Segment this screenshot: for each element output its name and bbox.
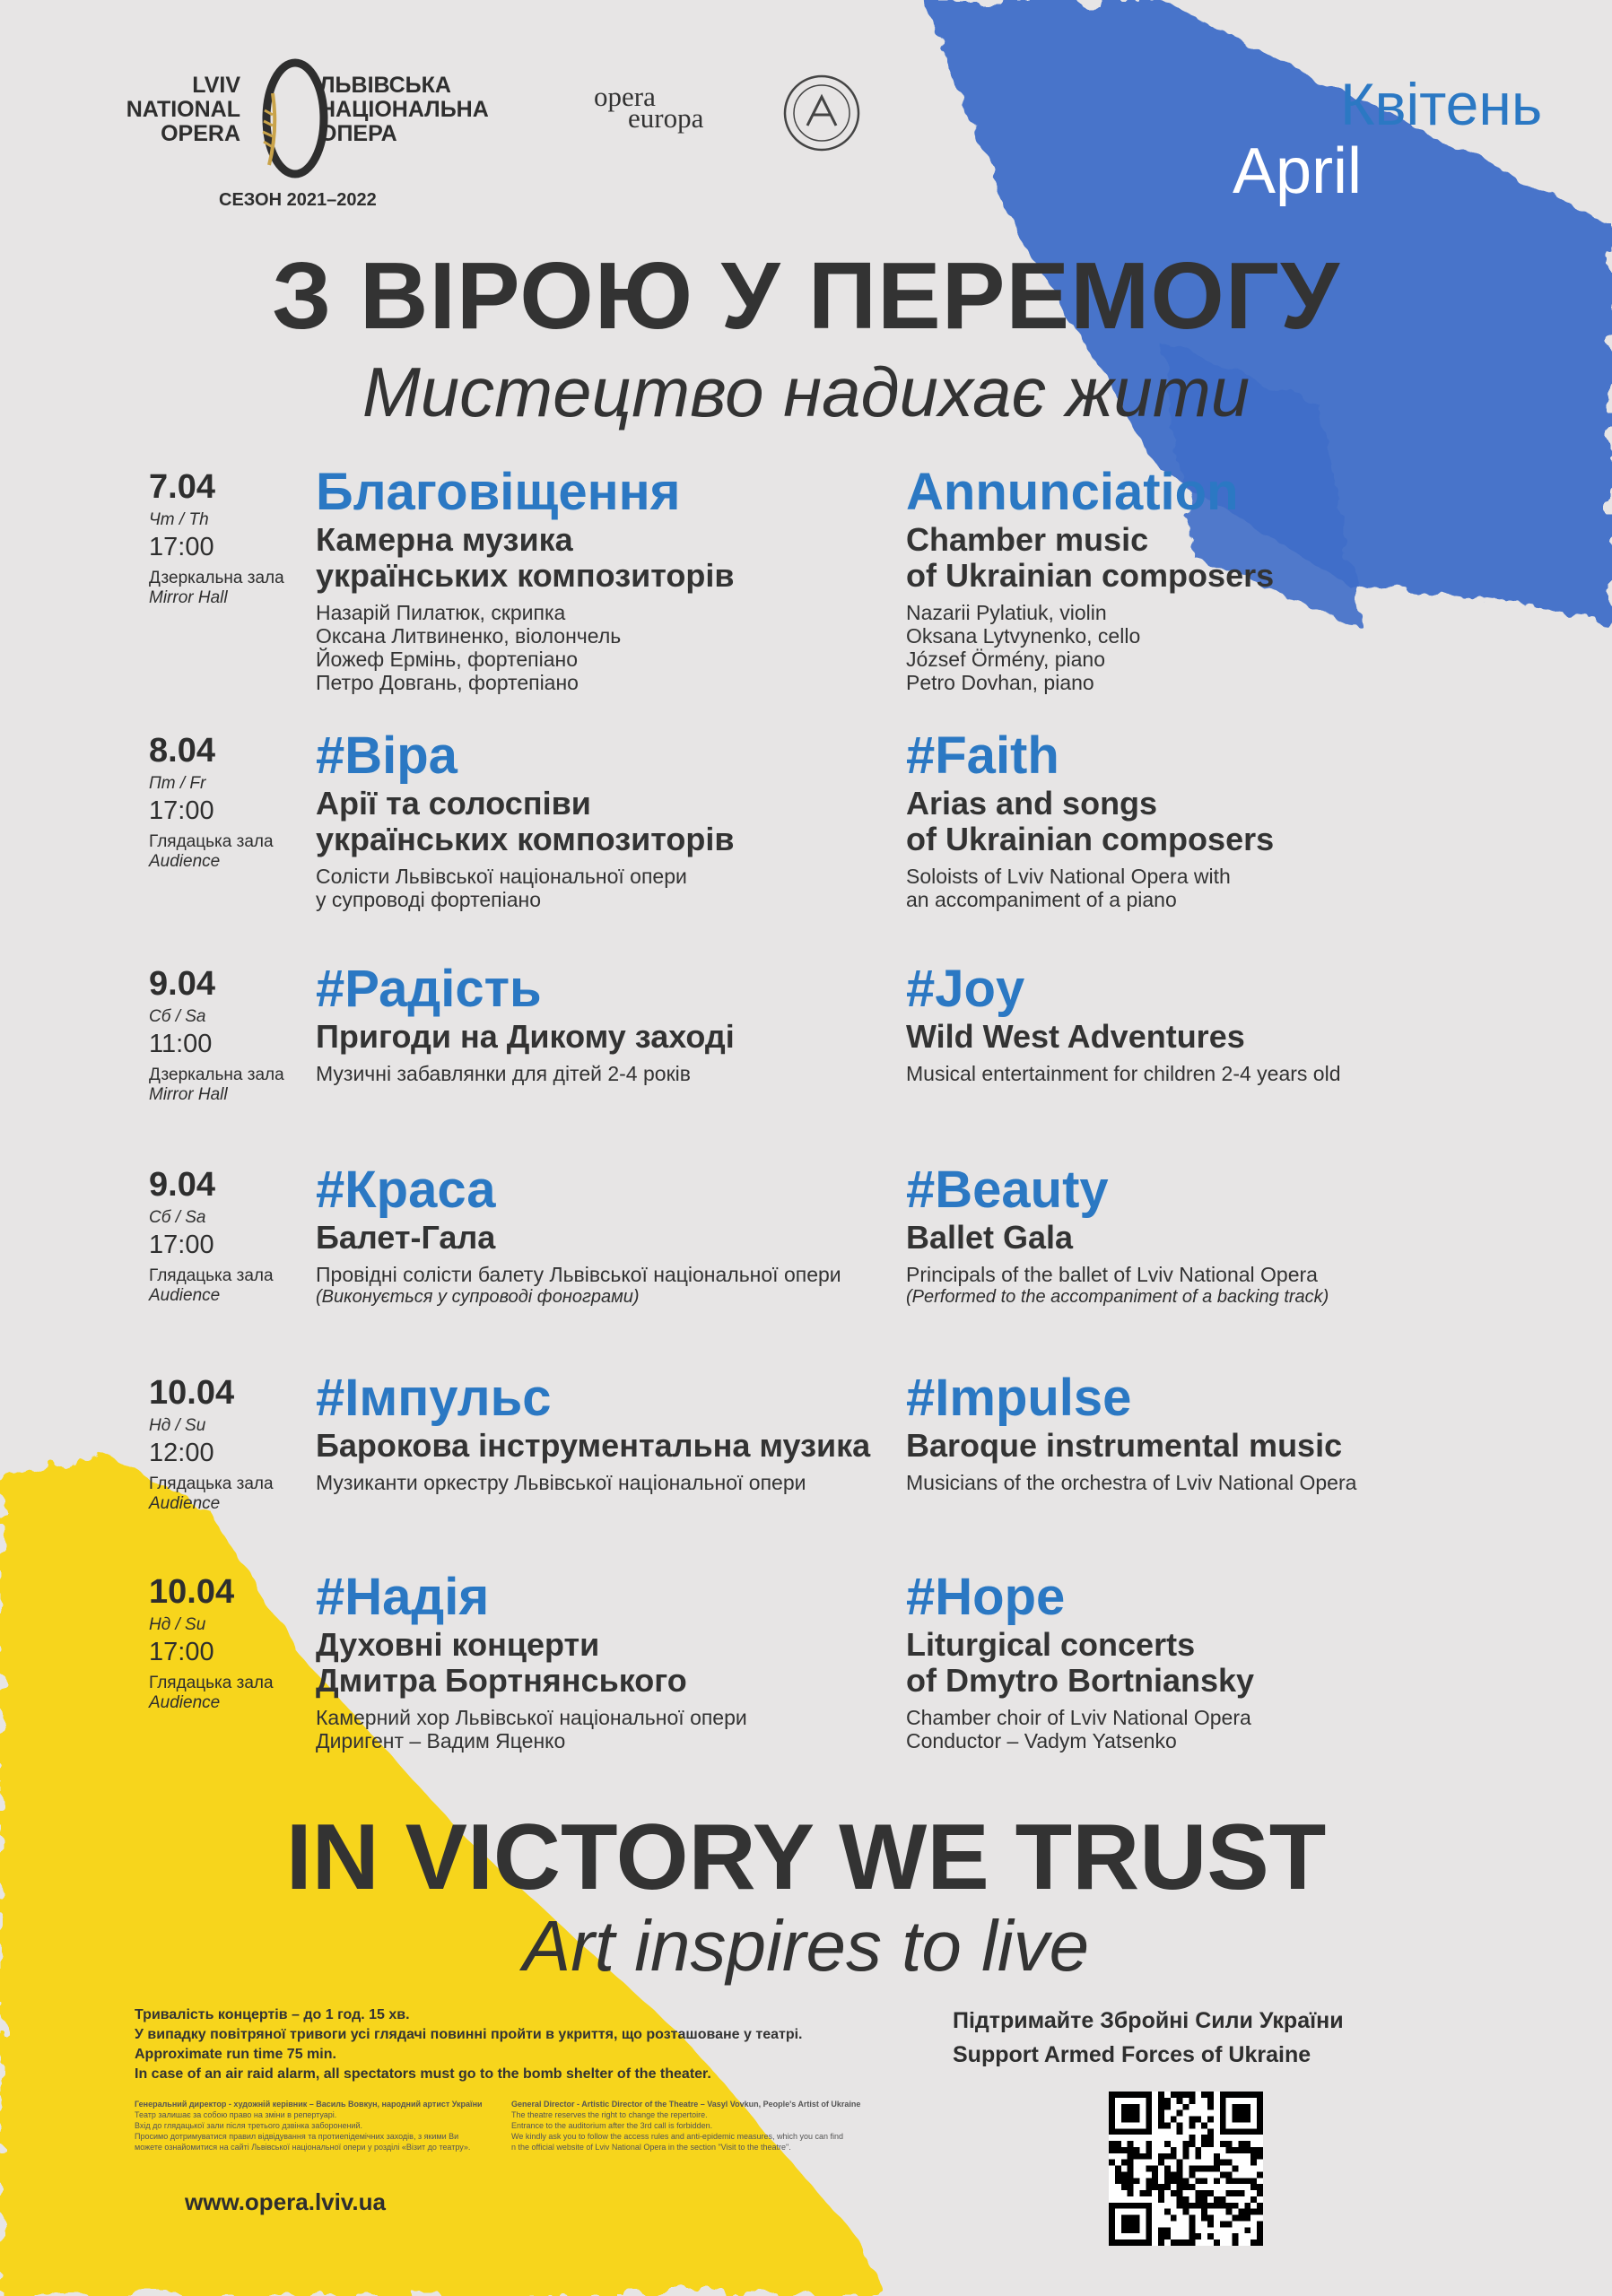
international-seal-icon xyxy=(782,74,861,152)
event-en-column xyxy=(906,463,1274,694)
hall-en: Audience xyxy=(149,1693,221,1712)
event-performers-en xyxy=(906,601,1274,694)
performer: Провідні солісти балету Львівської національної опери xyxy=(316,1263,841,1286)
fine-print-line: General Director - Artistic Director of the Theatre – Vasyl Vovkun, People's Artist of Ukraine xyxy=(511,2100,861,2109)
performer: József Örmény, piano xyxy=(906,648,1106,671)
season-label: СЕЗОН 2021–2022 xyxy=(219,190,377,210)
event-uk-column xyxy=(316,726,735,911)
main-title-uk: З ВІРОЮ У ПЕРЕМОГУ xyxy=(272,243,1340,349)
performer: у супроводі фортепіано xyxy=(316,888,542,911)
event-subtitle-en: Baroque instrumental music xyxy=(906,1427,1343,1464)
event-title-en: Annunciation xyxy=(906,463,1239,521)
event-date: 10.04 xyxy=(149,1573,235,1611)
event-date: 10.04 xyxy=(149,1374,235,1412)
hall-uk: Глядацька зала xyxy=(149,1474,274,1493)
opera-europa-line: opera xyxy=(594,81,656,112)
event-en-column xyxy=(906,960,1341,1085)
event-subtitle-uk: Барокова інструментальна музика xyxy=(316,1427,871,1464)
hall-uk: Дзеркальна зала xyxy=(149,569,284,587)
event-subtitle-en: of Dmytro Bortniansky xyxy=(906,1662,1255,1699)
event-title-en: #Beauty xyxy=(906,1161,1109,1219)
event-subtitle-uk: українських композиторів xyxy=(316,557,735,594)
event-en-column xyxy=(906,1568,1254,1752)
performer: Conductor – Vadym Yatsenko xyxy=(906,1729,1177,1752)
event-title-uk: Благовіщення xyxy=(316,463,681,521)
info-line: Тривалість концертів – до 1 год. 15 хв. xyxy=(135,2007,410,2022)
performer: Nazarii Pylatiuk, violin xyxy=(906,601,1107,624)
hall-en: Mirror Hall xyxy=(149,588,228,607)
fine-print-line: Генеральний директор - художній керівник – Василь Вовкун, народний артист України xyxy=(135,2100,483,2109)
performer: Principals of the ballet of Lviv National Opera xyxy=(906,1263,1318,1286)
logo-text-line: ЛЬВІВСЬКА xyxy=(319,73,451,98)
event-subtitle-en: Arias and songs xyxy=(906,785,1158,822)
performer: Оксана Литвиненко, віолончель xyxy=(316,624,622,648)
event-weekday: Нд / Su xyxy=(149,1416,206,1435)
month-en: April xyxy=(1233,135,1363,207)
event-weekday: Сб / Sa xyxy=(149,1208,206,1227)
event-time: 11:00 xyxy=(149,1030,213,1058)
fine-print-line: n the official website of Lviv National Opera in the section "Visit to the theatre". xyxy=(511,2143,791,2152)
fine-print-line: Вхід до глядацької зали після третього дзвінка заборонений. xyxy=(135,2121,362,2130)
event-hall xyxy=(149,1674,274,1713)
event-subtitle-en: Chamber music xyxy=(906,521,1149,558)
logo-text-line: НАЦІОНАЛЬНА xyxy=(319,97,489,122)
performer: Musical entertainment for children 2-4 years old xyxy=(906,1062,1341,1085)
performer: Назарій Пилатюк, скрипка xyxy=(316,601,566,624)
fine-print-en xyxy=(511,2099,860,2152)
event-performers-uk xyxy=(316,1263,841,1286)
event-uk-column xyxy=(316,960,735,1085)
website-link[interactable]: www.opera.lviv.ua xyxy=(185,2188,386,2215)
hall-uk: Дзеркальна зала xyxy=(149,1065,284,1084)
fine-print-line: Театр залишає за собою право на зміни в репертуарі. xyxy=(135,2110,337,2119)
hall-uk: Глядацька зала xyxy=(149,832,274,851)
event-date: 9.04 xyxy=(149,965,215,1003)
performer: Солісти Львівської національної опери xyxy=(316,865,687,888)
event-hall xyxy=(149,569,284,608)
logo-text-line: LVIV xyxy=(192,73,240,98)
event-subtitle-uk: Духовні концерти xyxy=(316,1626,600,1663)
performer: Музиканти оркестру Львівської національної опери xyxy=(316,1471,806,1494)
event-weekday: Сб / Sa xyxy=(149,1007,206,1026)
info-line: In case of an air raid alarm, all spectators must go to the bomb shelter of the theater. xyxy=(135,2066,711,2082)
logo-lviv-national-opera-en xyxy=(115,74,240,146)
event-title-en: #Faith xyxy=(906,726,1059,785)
event-title-en: #Impulse xyxy=(906,1369,1132,1427)
performer: Йожеф Ермінь, фортепіано xyxy=(316,648,578,671)
event-performers-en xyxy=(906,1706,1254,1752)
event-title-en: #Joy xyxy=(906,960,1025,1018)
event-title-uk: #Надія xyxy=(316,1568,490,1626)
event-date: 9.04 xyxy=(149,1166,215,1204)
event-date: 7.04 xyxy=(149,468,215,506)
fine-print-line: можете ознайомитися на сайті Львівської національної опери у розділі «Візит до театру». xyxy=(135,2143,471,2152)
main-title-en: IN VICTORY WE TRUST xyxy=(285,1805,1327,1909)
hall-en: Audience xyxy=(149,1286,221,1305)
event-en-column xyxy=(906,1369,1356,1494)
logo-text-line: NATIONAL xyxy=(126,97,240,122)
performer: Musicians of the orchestra of Lviv National Opera xyxy=(906,1471,1357,1494)
performer: Музичні забавлянки для дітей 2-4 років xyxy=(316,1062,691,1085)
fine-print-line: Entrance to the auditorium after the 3rd call is forbidden. xyxy=(511,2121,713,2130)
event-subtitle-en: Ballet Gala xyxy=(906,1219,1074,1256)
event-performers-en xyxy=(906,1471,1356,1494)
event-uk-column xyxy=(316,463,735,694)
performer: an accompaniment of a piano xyxy=(906,888,1177,911)
fine-print-line: We kindly ask you to follow the access rules and anti-epidemic measures, which you can find xyxy=(511,2132,844,2141)
hall-uk: Глядацька зала xyxy=(149,1674,274,1692)
performer: Soloists of Lviv National Opera with xyxy=(906,865,1231,888)
event-note-en: (Performed to the accompaniment of a backing track) xyxy=(906,1287,1329,1307)
qr-code-icon[interactable] xyxy=(1109,2092,1263,2246)
performer: Диригент – Вадим Яценко xyxy=(316,1729,566,1752)
support-armed-forces xyxy=(953,2004,1344,2072)
performer: Chamber choir of Lviv National Opera xyxy=(906,1706,1251,1729)
event-title-uk: #Імпульс xyxy=(316,1369,552,1427)
fine-print-line: The theatre reserves the right to change the repertoire. xyxy=(511,2110,708,2119)
event-hall xyxy=(149,1065,284,1105)
event-performers-uk xyxy=(316,1062,735,1085)
fine-print-line: Просимо дотримуватися правил відвідування та протиепідемічних заходів, з якими Ви xyxy=(135,2132,459,2141)
event-performers-en xyxy=(906,1062,1341,1085)
event-performers-en xyxy=(906,1263,1329,1286)
event-hall xyxy=(149,1474,274,1514)
event-en-column xyxy=(906,1161,1329,1308)
logo-lviv-national-opera-uk xyxy=(319,74,489,146)
opera-europa-logo xyxy=(594,81,704,134)
event-title-uk: #Радість xyxy=(316,960,542,1018)
event-time: 17:00 xyxy=(149,1231,214,1259)
event-subtitle-uk: Балет-Гала xyxy=(316,1219,496,1256)
event-en-column xyxy=(906,726,1274,911)
event-uk-column xyxy=(316,1369,870,1494)
event-time: 17:00 xyxy=(149,533,214,561)
month-uk: Квітень xyxy=(1340,71,1543,137)
event-subtitle-uk: українських композиторів xyxy=(316,821,735,857)
performer: Камерний хор Львівської національної опери xyxy=(316,1706,747,1729)
info-line: Approximate run time 75 min. xyxy=(135,2047,336,2062)
support-line-uk: Підтримайте Збройні Сили України xyxy=(953,2008,1344,2033)
fine-print-uk xyxy=(135,2099,483,2152)
event-subtitle-en: of Ukrainian composers xyxy=(906,821,1275,857)
event-subtitle-en: Wild West Adventures xyxy=(906,1018,1245,1055)
support-line-en: Support Armed Forces of Ukraine xyxy=(953,2042,1311,2067)
info-line: У випадку повітряної тривоги усі глядачі повинні пройти в укриття, що розташоване у театрі. xyxy=(135,2027,803,2042)
event-subtitle-uk: Камерна музика xyxy=(316,521,573,558)
event-uk-column xyxy=(316,1161,841,1308)
event-title-uk: #Краса xyxy=(316,1161,496,1219)
event-performers-uk xyxy=(316,601,735,694)
logo-text-line: OPERA xyxy=(161,121,240,146)
event-date: 8.04 xyxy=(149,732,215,770)
opera-europa-line: europa xyxy=(628,102,704,134)
event-performers-uk xyxy=(316,1471,870,1494)
event-performers-uk xyxy=(316,1706,747,1752)
subtitle-uk: Мистецтво надихає жити xyxy=(362,352,1250,431)
hall-en: Audience xyxy=(149,852,221,871)
event-performers-uk xyxy=(316,865,735,911)
performer: Petro Dovhan, piano xyxy=(906,671,1094,694)
hall-en: Mirror Hall xyxy=(149,1085,228,1104)
performer: Oksana Lytvynenko, cello xyxy=(906,624,1141,648)
event-title-uk: #Віра xyxy=(316,726,457,785)
event-subtitle-uk: Дмитра Бортнянського xyxy=(316,1662,687,1699)
event-hall xyxy=(149,832,274,872)
hall-en: Audience xyxy=(149,1494,221,1513)
event-time: 17:00 xyxy=(149,796,214,825)
event-weekday: Чт / Th xyxy=(149,510,209,529)
logo-text-line: ОПЕРА xyxy=(319,121,397,146)
event-uk-column xyxy=(316,1568,747,1752)
subtitle-en: Art inspires to live xyxy=(522,1906,1090,1986)
visitor-info xyxy=(135,2005,803,2084)
event-time: 12:00 xyxy=(149,1439,214,1467)
event-hall xyxy=(149,1266,274,1306)
performer: Петро Довгань, фортепіано xyxy=(316,671,579,694)
hall-uk: Глядацька зала xyxy=(149,1266,274,1285)
event-weekday: Нд / Su xyxy=(149,1615,206,1634)
event-performers-en xyxy=(906,865,1274,911)
event-subtitle-en: Liturgical concerts xyxy=(906,1626,1196,1663)
event-time: 17:00 xyxy=(149,1638,214,1666)
event-subtitle-uk: Пригоди на Дикому заході xyxy=(316,1018,735,1055)
event-subtitle-en: of Ukrainian composers xyxy=(906,557,1275,594)
event-note-uk: (Виконується у супроводі фонограми) xyxy=(316,1287,640,1307)
event-subtitle-uk: Арії та солоспіви xyxy=(316,785,591,822)
event-weekday: Пт / Fr xyxy=(149,774,206,793)
event-title-en: #Hope xyxy=(906,1568,1066,1626)
